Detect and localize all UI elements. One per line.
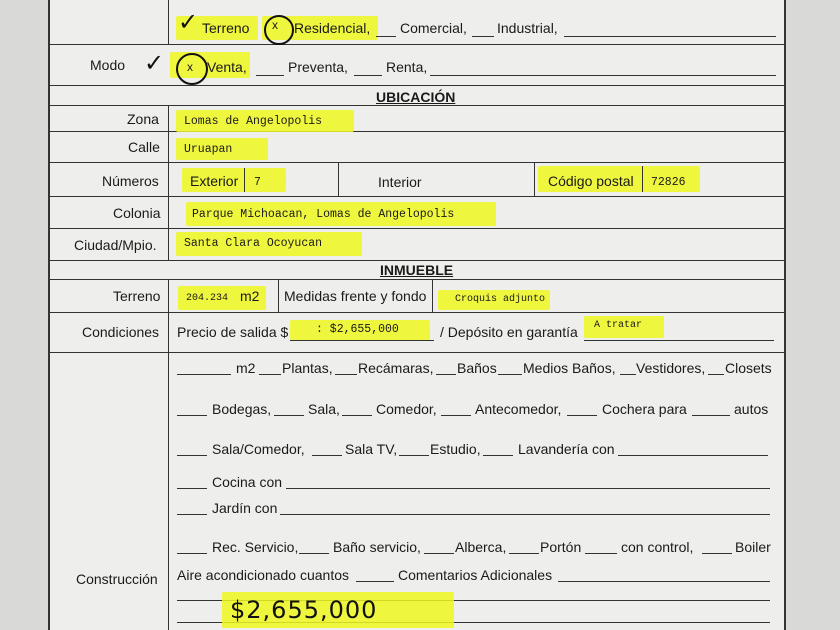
field-aire: Aire acondicionado cuantos <box>177 567 350 583</box>
blank-line[interactable] <box>177 514 207 515</box>
blank-line[interactable] <box>354 75 382 76</box>
blank-line[interactable] <box>430 75 776 76</box>
selection-circle-icon <box>264 15 294 45</box>
field-autos: autos <box>734 401 769 417</box>
blank-line[interactable] <box>256 75 284 76</box>
field-con-control: con control, <box>621 539 694 555</box>
field-jardin: Jardín con <box>212 500 278 516</box>
field-closets: Closets <box>725 360 772 376</box>
calle-value[interactable]: Uruapan <box>184 143 233 156</box>
blank-line[interactable] <box>335 374 357 375</box>
mark-x: x <box>272 18 278 32</box>
field-bodegas: Bodegas, <box>212 401 272 417</box>
field-vestidores: Vestidores, <box>636 360 706 376</box>
blank-line[interactable] <box>483 455 513 456</box>
blank-line[interactable] <box>702 553 732 554</box>
row-divider <box>50 44 784 45</box>
blank-line[interactable] <box>692 415 730 416</box>
blank-line[interactable] <box>620 374 636 375</box>
row-divider <box>50 131 784 132</box>
blank-line[interactable] <box>274 415 304 416</box>
exterior-value[interactable]: 7 <box>254 176 261 189</box>
zona-label: Zona <box>127 111 159 127</box>
unit-m2: m2 <box>240 288 260 304</box>
checkmark-icon: ✓ <box>144 49 165 77</box>
blank-line[interactable] <box>177 553 207 554</box>
checkmark-icon: ✓ <box>178 8 199 36</box>
blank-line[interactable] <box>342 415 372 416</box>
field-sala: Sala, <box>308 401 340 417</box>
field-cocina: Cocina con <box>212 474 283 490</box>
field-sala-tv: Sala TV, <box>345 441 398 457</box>
field-antecomedor: Antecomedor, <box>475 401 562 417</box>
zona-value[interactable]: Lomas de Angelopolis <box>184 115 323 128</box>
mark-x: x <box>187 60 193 74</box>
option-residencial[interactable]: Residencial, <box>294 20 371 36</box>
colonia-label: Colonia <box>113 205 161 221</box>
field-porton: Portón <box>540 539 582 555</box>
blank-line[interactable] <box>567 415 597 416</box>
blank-line[interactable] <box>498 374 522 375</box>
row-divider <box>50 260 784 261</box>
blank-line[interactable] <box>177 455 207 456</box>
row-divider <box>50 352 784 353</box>
blank-line[interactable] <box>399 455 429 456</box>
row-divider <box>50 228 784 229</box>
row-divider <box>50 162 784 163</box>
field-rec-servicio: Rec. Servicio, <box>212 539 299 555</box>
codigo-postal-label: Código postal <box>548 173 634 189</box>
row-divider <box>50 105 784 106</box>
field-banos: Baños <box>457 360 497 376</box>
medidas-value[interactable]: Croquis adjunto <box>455 294 546 305</box>
field-lavanderia: Lavandería con <box>518 441 615 457</box>
field-estudio: Estudio, <box>430 441 481 457</box>
deposito-label: / Depósito en garantía <box>440 324 578 340</box>
column-divider <box>168 0 169 44</box>
blank-line[interactable] <box>558 581 770 582</box>
column-divider <box>244 168 245 192</box>
field-cochera: Cochera para <box>602 401 687 417</box>
blank-line[interactable] <box>177 415 207 416</box>
option-renta[interactable]: Renta, <box>386 59 428 75</box>
field-bano-servicio: Baño servicio, <box>333 539 421 555</box>
field-comedor: Comedor, <box>376 401 437 417</box>
modo-label: Modo <box>90 57 126 73</box>
handwritten-price: $2,655,000 <box>230 596 378 624</box>
blank-line[interactable] <box>618 455 768 456</box>
medidas-label: Medidas frente y fondo <box>284 288 427 304</box>
blank-line[interactable] <box>424 553 454 554</box>
row-divider <box>50 279 784 280</box>
column-divider <box>278 279 279 312</box>
blank-line[interactable] <box>280 514 770 515</box>
option-comercial[interactable]: Comercial, <box>400 20 467 36</box>
blank-line[interactable] <box>708 374 724 375</box>
codigo-postal-value[interactable]: 72826 <box>651 176 686 189</box>
row-divider <box>50 312 784 313</box>
precio-value[interactable]: : $2,655,000 <box>316 323 399 336</box>
blank-line[interactable] <box>286 488 770 489</box>
ciudad-value[interactable]: Santa Clara Ocoyucan <box>184 237 323 250</box>
field-m2: m2 <box>236 360 256 376</box>
field-alberca: Alberca, <box>455 539 507 555</box>
blank-line[interactable] <box>376 36 396 37</box>
calle-label: Calle <box>128 139 160 155</box>
blank-line[interactable] <box>259 374 281 375</box>
terreno-value[interactable]: 204.234 <box>186 293 229 304</box>
blank-line <box>584 340 774 341</box>
option-venta[interactable]: Venta, <box>207 59 247 75</box>
section-heading-inmueble: INMUEBLE <box>380 262 454 278</box>
blank-line[interactable] <box>585 553 617 554</box>
blank-line[interactable] <box>356 581 394 582</box>
field-sala-comedor: Sala/Comedor, <box>212 441 305 457</box>
condiciones-label: Condiciones <box>82 324 160 340</box>
field-plantas: Plantas, <box>282 360 333 376</box>
column-divider <box>642 166 643 192</box>
field-boiler: Boiler <box>735 539 771 555</box>
column-divider <box>168 105 169 260</box>
column-divider <box>432 279 433 312</box>
blank-line[interactable] <box>436 374 456 375</box>
blank-line[interactable] <box>472 36 494 37</box>
precio-label: Precio de salida $ <box>177 324 289 340</box>
field-comentarios: Comentarios Adicionales <box>398 567 553 583</box>
construccion-label: Construcción <box>76 571 158 587</box>
blank-line <box>290 340 434 341</box>
field-recamaras: Recámaras, <box>358 360 434 376</box>
numeros-label: Números <box>102 173 159 189</box>
blank-line[interactable] <box>509 553 539 554</box>
blank-line[interactable] <box>564 36 776 37</box>
section-heading-ubicacion: UBICACIÓN <box>376 89 456 105</box>
interior-label: Interior <box>378 174 422 190</box>
terreno-label: Terreno <box>113 288 161 304</box>
blank-line[interactable] <box>299 553 329 554</box>
column-divider <box>338 162 339 196</box>
blank-line[interactable] <box>177 374 231 375</box>
option-industrial[interactable]: Industrial, <box>497 20 558 36</box>
column-divider <box>168 279 169 630</box>
option-preventa[interactable]: Preventa, <box>288 59 348 75</box>
blank-line[interactable] <box>177 488 207 489</box>
colonia-value[interactable]: Parque Michoacan, Lomas de Angelopolis <box>192 208 455 221</box>
row-divider <box>50 85 784 86</box>
deposito-value[interactable]: A tratar <box>594 320 643 331</box>
blank-line[interactable] <box>441 415 471 416</box>
column-divider <box>534 162 535 196</box>
blank-line[interactable] <box>312 455 342 456</box>
field-medios-banos: Medios Baños, <box>523 360 616 376</box>
option-terreno[interactable]: Terreno <box>202 20 250 36</box>
row-divider <box>50 196 784 197</box>
ciudad-label: Ciudad/Mpio. <box>74 237 157 253</box>
exterior-label: Exterior <box>190 173 239 189</box>
